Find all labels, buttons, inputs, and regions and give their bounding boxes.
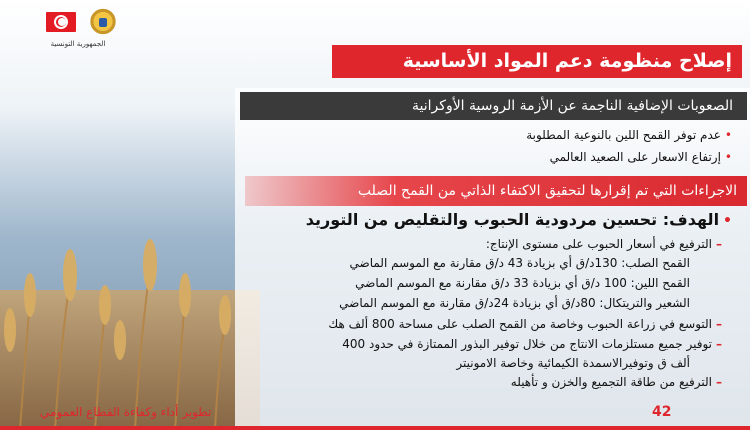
header-logos [38,8,118,48]
measure-item: –الترفيع من طاقة التجميع والخزن و تأهيله [510,375,722,389]
republic-label: الجمهورية التونسية [50,40,106,48]
section1-heading: الصعوبات الإضافية الناجمة عن الأزمة الروسية الأوكرانية [240,92,747,120]
page-number: 42 [652,404,672,420]
goal-label: الهدف: [662,210,720,229]
measure-item: –الترفيع في أسعار الحبوب على مستوى الإنتاج: [485,237,722,251]
bullet-item: •إرتفاع الاسعار على الصعيد العالمي [549,150,732,164]
footer-bar [0,426,750,430]
measure-subitem: القمح اللين: 100 د/ق أي بزيادة 33 د/ق مقارنة مع الموسم الماضي [355,276,690,290]
measure-item: –التوسع في زراعة الحبوب وخاصة من القمح الصلب على مساحة 800 ألف هك [328,317,722,331]
bullet-item: •عدم توفر القمح اللين بالنوعية المطلوبة [526,128,732,142]
goal-text: تحسين مردودية الحبوب والتقليص من التوريد [305,210,658,229]
tunisia-flag-icon [46,12,76,32]
coat-of-arms-icon [90,8,116,38]
measure-subitem: القمح الصلب: 130د/ق أي بزيادة 43 د/ق مقارنة مع الموسم الماضي [349,256,690,270]
measure-item-continuation: ألف ق وتوفيرالاسمدة الكيمائية وخاصة الامونيتر [456,356,690,370]
measure-subitem: الشعير والتريتكال: 80د/ق أي بزيادة 24د/ق مقارنة مع الموسم الماضي [339,296,690,310]
section2-heading: الاجراءات التي تم إقرارها لتحقيق الاكتفاء الذاتي من القمح الصلب [245,176,747,206]
footer-text: تطوير أداء وكفاءة القطاع العمومي [40,405,212,419]
slide-title: إصلاح منظومة دعم المواد الأساسية [332,45,742,78]
goal-line: •الهدف: تحسين مردودية الحبوب والتقليص من التوريد [305,210,732,229]
measure-item: –توفير جميع مستلزمات الانتاج من خلال توفير البذور الممتازة في حدود 400 [342,337,722,351]
